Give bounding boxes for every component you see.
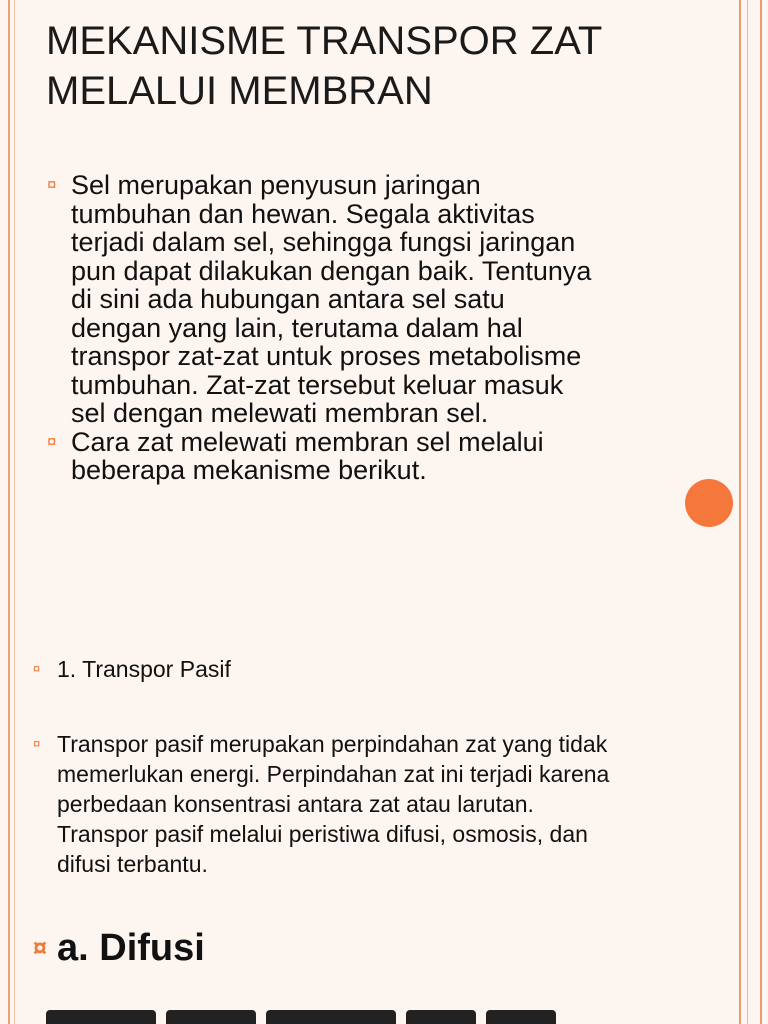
bullet-circle-icon: ¤ [33,661,41,676]
left-border-line-thin [14,0,15,1024]
passive-bullet-block [33,729,733,879]
left-border-line [8,0,10,1024]
bullet-circle-icon: ¤ [47,431,57,451]
title-line-2: MELALUI MEMBRAN [46,69,433,113]
bullet-item-passive-description [33,729,733,879]
bullet-item-mechanism-intro [47,428,727,485]
text-line: tumbuhan. Zat-zat tersebut keluar masuk [71,369,564,400]
text-line: Cara zat melewati membran sel melalui [71,426,544,457]
text-line: beberapa mekanisme berikut. [71,455,427,485]
title-line-1: MEKANISME TRANSPOR ZAT [46,19,603,63]
cropped-text-fragment [46,1010,566,1024]
section-bullet-block [33,654,723,684]
bullet-item-diffusion-heading [33,926,733,970]
text-line: terjadi dalam sel, sehingga fungsi jaringan [71,227,576,257]
bullet-circle-icon: ¤ [47,175,57,194]
bullet-circle-icon: ¤ [33,736,41,751]
text-line: dengan yang lain, terutama dalam hal [71,312,523,343]
text-line: difusi terbantu. [57,851,208,877]
text-line: di sini ada hubungan antara sel satu [71,284,505,314]
text-line: pun dapat dilakukan dengan baik. Tentunya [71,255,592,286]
text-line: tumbuhan dan hewan. Segala aktivitas [71,198,535,229]
heading-bullet-block [33,926,733,970]
decorative-orange-dot [685,479,733,527]
text-line: transpor zat-zat untuk proses metabolisme [71,341,582,371]
text-line: memerlukan energi. Perpindahan zat ini terjadi karena [57,761,610,787]
text-line: Transpor pasif merupakan perpindahan zat yang tidak [57,731,608,757]
bullet-item-cell-description [47,171,727,428]
intro-bullets [47,171,727,485]
bullet-circle-icon: ¤ [33,934,47,962]
text-line: sel dengan melewati membran sel. [71,398,489,428]
diffusion-heading-text: a. Difusi [57,927,205,969]
text-line: perbedaan konsentrasi antara zat atau larutan. [57,791,534,817]
text-line: Sel merupakan penyusun jaringan [71,170,481,200]
bullet-item-passive-transport [33,654,723,684]
text-line: Transpor pasif melalui peristiwa difusi, osmosis, dan [57,821,588,847]
right-border-line [739,0,741,1024]
slide-title [46,16,706,116]
right-border-line-thin [747,0,748,1024]
section-heading-text: 1. Transpor Pasif [57,656,231,682]
right-border-line-outer [760,0,762,1024]
